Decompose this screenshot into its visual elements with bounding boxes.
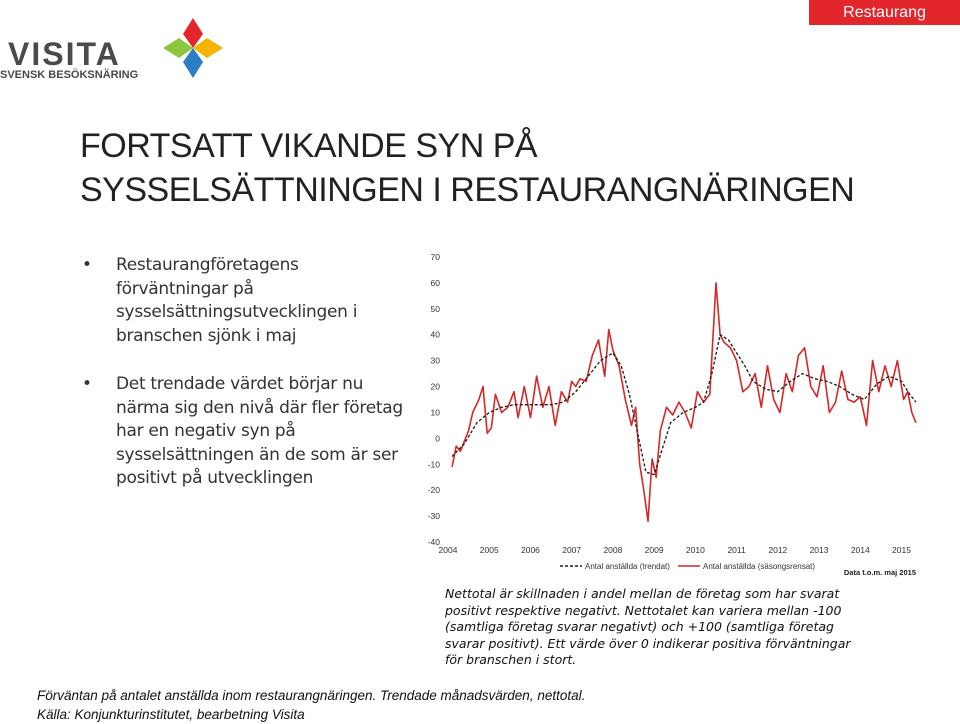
x-tick-label: 2012 xyxy=(768,545,788,555)
line-chart xyxy=(420,246,932,578)
y-tick-label: -30 xyxy=(427,511,440,522)
y-tick-label: 10 xyxy=(430,407,440,418)
section-tag: Restaurang xyxy=(809,0,960,25)
chart-background xyxy=(420,246,932,578)
x-tick-label: 2004 xyxy=(438,545,458,555)
x-tick-label: 2013 xyxy=(809,545,829,555)
bullet-item xyxy=(78,254,408,348)
visita-logo xyxy=(0,12,230,82)
logo-subtitle: SVENSK BESÖKSNÄRING xyxy=(0,69,139,81)
y-tick-label: 50 xyxy=(430,303,440,314)
bullet-item xyxy=(78,373,408,491)
y-tick-label: 0 xyxy=(435,433,440,444)
x-tick-label: 2006 xyxy=(520,545,540,555)
y-tick-label: 70 xyxy=(430,252,440,262)
x-tick-label: 2008 xyxy=(603,545,623,555)
y-tick-label: -20 xyxy=(427,485,440,496)
x-tick-label: 2010 xyxy=(685,545,705,555)
y-tick-label: 20 xyxy=(430,381,440,392)
title-line-2: SYSSELSÄTTNINGEN I RESTAURANGNÄRINGEN xyxy=(80,171,855,209)
bullet-icon: • xyxy=(82,374,92,394)
y-tick-label: -40 xyxy=(427,537,440,547)
footer-caption: Förväntan på antalet anställda inom restaurangnäringen. Trendade månadsvärden, nettotal. xyxy=(37,688,586,703)
y-tick-label: 40 xyxy=(430,329,440,340)
x-tick-label: 2014 xyxy=(850,545,870,555)
legend-label: Antal anställda (trendat) xyxy=(585,562,670,571)
chart-footnote: Data t.o.m. maj 2015 xyxy=(843,568,916,577)
bullet-text: Det trendade värdet börjar nu närma sig den nivå där fler företag har en negativ syn på sysselsättningen än de som är ser positivt på utvecklingen xyxy=(116,374,403,488)
x-tick-label: 2007 xyxy=(562,545,582,555)
y-tick-label: 60 xyxy=(430,277,440,288)
bullet-list xyxy=(78,254,408,516)
bullet-icon: • xyxy=(82,255,92,275)
logo-cross-icon xyxy=(163,18,223,78)
x-tick-label: 2011 xyxy=(727,545,746,555)
footer-source: Källa: Konjunkturinstitutet, bearbetning Visita xyxy=(37,707,305,722)
bullet-text: Restaurangföretagens förväntningar på sysselsättningsutvecklingen i branschen sjönk i maj xyxy=(116,255,358,346)
y-tick-label: 30 xyxy=(430,355,440,366)
y-tick-label: -10 xyxy=(427,459,440,470)
footer xyxy=(37,686,937,724)
x-tick-label: 2009 xyxy=(644,545,664,555)
legend-label: Antal anställda (säsongsrensat) xyxy=(703,562,816,571)
page-title xyxy=(80,124,880,212)
x-tick-label: 2005 xyxy=(479,545,499,555)
logo-wordmark: VISITA xyxy=(8,36,121,72)
chart-note: Nettotal är skillnaden i andel mellan de företag som har svarat positivt respektive negativt. Nettotalet kan variera mellan -100 (samtliga företag svarar negativt) och +100 (samtliga företag svarar positivt). Ett värde över 0 indikerar positiva förväntningar för branschen i stort. xyxy=(445,586,851,667)
title-line-1: FORTSATT VIKANDE SYN PÅ xyxy=(80,127,538,165)
x-tick-label: 2015 xyxy=(892,545,911,555)
